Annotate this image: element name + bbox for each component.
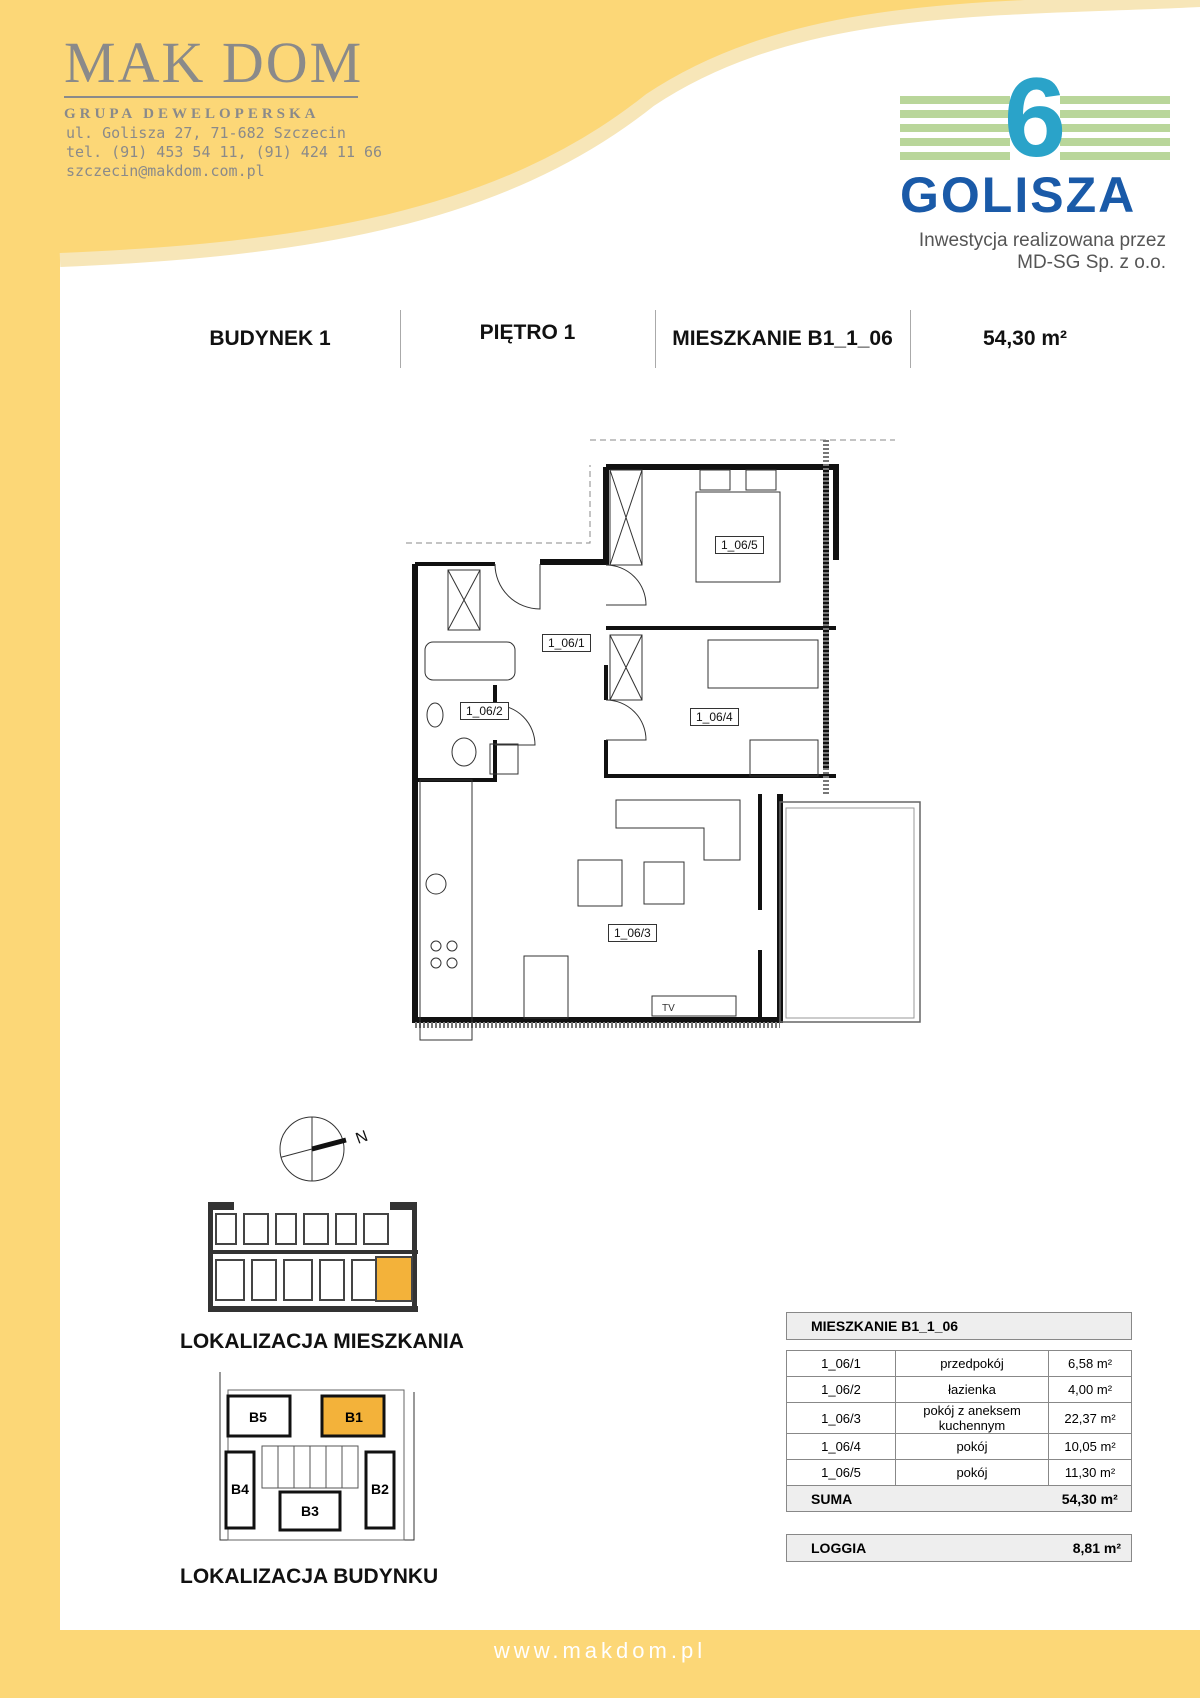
apartment-label: MIESZKANIE B1_1_06: [672, 327, 893, 350]
loggia-value: 8,81 m²: [1072, 1540, 1121, 1556]
room-id: 1_06/5: [787, 1460, 896, 1486]
table-row: [787, 1434, 1132, 1460]
room-name: pokój: [896, 1434, 1049, 1460]
email-link[interactable]: szczecin@makdom.com.pl: [66, 162, 265, 180]
area-label: 54,30 m²: [982, 327, 1068, 350]
room-area: 11,30 m²: [1049, 1460, 1132, 1486]
contact-block: [66, 124, 382, 181]
room-name: pokój z aneksem kuchennym: [896, 1403, 1049, 1434]
loggia-label: LOGGIA: [811, 1540, 867, 1556]
total-label: SUMA: [787, 1486, 1049, 1512]
building-b2: B2: [371, 1481, 389, 1497]
total-row: [787, 1486, 1132, 1512]
golisza-number: 6: [1003, 55, 1067, 180]
room-id: 1_06/1: [787, 1351, 896, 1377]
golisza-title: GOLISZA: [900, 167, 1137, 223]
room-label: 1_06/1: [542, 634, 591, 652]
building-b4: B4: [231, 1481, 249, 1497]
apartment-header: [140, 310, 1140, 368]
area-summary: [786, 1312, 1132, 1562]
table-row: [787, 1460, 1132, 1486]
room-id: 1_06/4: [787, 1434, 896, 1460]
room-area: 4,00 m²: [1049, 1377, 1132, 1403]
address-text: ul. Golisza 27, 71-682 Szczecin: [66, 124, 346, 142]
phone-text: tel. (91) 453 54 11, (91) 424 11 66: [66, 143, 383, 161]
building-label: BUDYNEK 1: [209, 327, 331, 350]
building-b5: B5: [249, 1409, 267, 1425]
floor-label: PIĘTRO 1: [479, 321, 576, 344]
compass-icon: [276, 1114, 371, 1184]
room-name: przedpokój: [896, 1351, 1049, 1377]
room-area: 6,58 m²: [1049, 1351, 1132, 1377]
building-location-title: LOKALIZACJA BUDYNKU: [180, 1565, 439, 1588]
investment-info: [919, 230, 1166, 274]
floor-plan-drawing: [400, 440, 930, 1060]
apartment-location-title: LOKALIZACJA MIESZKANIA: [180, 1330, 464, 1353]
room-label: 1_06/3: [608, 924, 657, 942]
room-label: 1_06/5: [715, 536, 764, 554]
room-area: 10,05 m²: [1049, 1434, 1132, 1460]
website-link[interactable]: www.makdom.pl: [493, 1638, 707, 1663]
total-value: 54,30 m²: [1049, 1486, 1132, 1512]
room-name: pokój: [896, 1460, 1049, 1486]
room-id: 1_06/2: [787, 1377, 896, 1403]
brand-subtitle: GRUPA DEWELOPERSKA: [64, 106, 320, 122]
building-location-map: [218, 1372, 414, 1542]
tv-text: TV: [662, 1003, 675, 1014]
table-row: [787, 1377, 1132, 1403]
building-b3: B3: [301, 1503, 319, 1519]
room-label: 1_06/2: [460, 702, 509, 720]
apartment-location-map: [204, 1202, 424, 1312]
table-row: [787, 1403, 1132, 1434]
room-id: 1_06/3: [787, 1403, 896, 1434]
building-b1: B1: [345, 1409, 363, 1425]
golisza-logo: [900, 55, 1170, 180]
compass-north-label: N: [353, 1127, 371, 1148]
floor-plan: [400, 440, 930, 1060]
investment-line1: Inwestycja realizowana przez: [918, 230, 1166, 251]
area-table: [786, 1350, 1132, 1512]
room-label: 1_06/4: [690, 708, 739, 726]
brand-logo-text: MAK DOM: [64, 30, 364, 95]
brand-rule: [64, 96, 358, 98]
brand-block: [64, 30, 364, 123]
loggia-row: [786, 1534, 1132, 1562]
investment-line2: MD-SG Sp. z o.o.: [1017, 252, 1166, 273]
table-row: [787, 1351, 1132, 1377]
room-area: 22,37 m²: [1049, 1403, 1132, 1434]
room-name: łazienka: [896, 1377, 1049, 1403]
summary-title: MIESZKANIE B1_1_06: [786, 1312, 1132, 1340]
